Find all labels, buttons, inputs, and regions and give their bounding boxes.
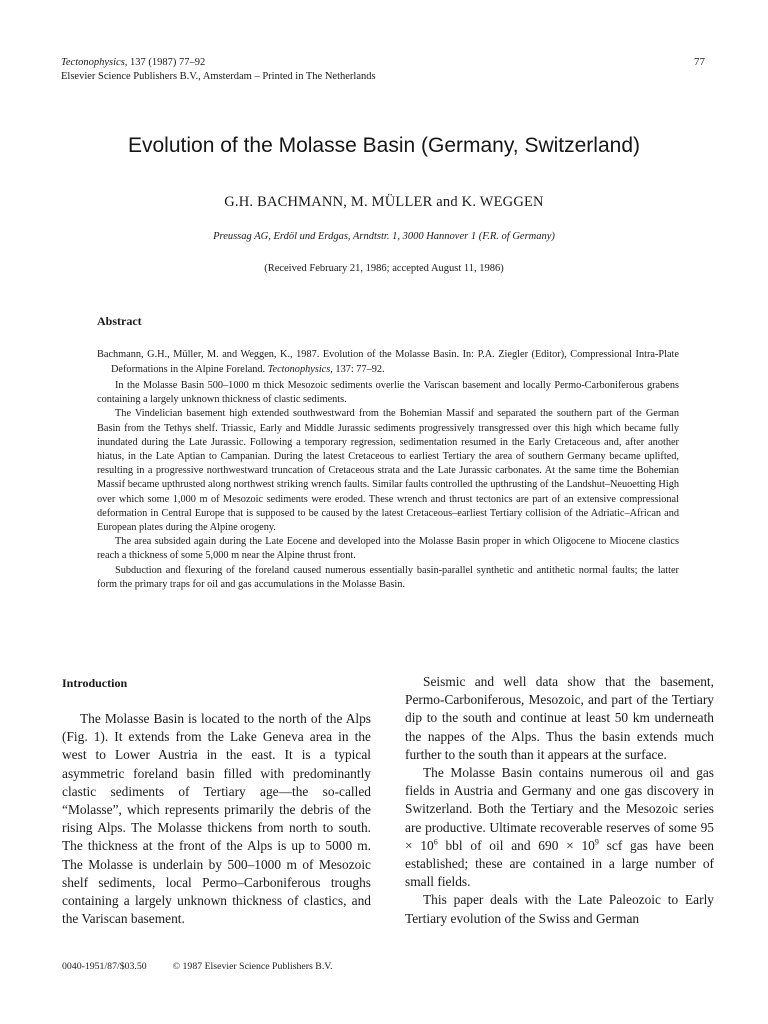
abstract-body [97,379,679,592]
abstract-paragraph: Subduction and flexuring of the foreland caused numerous essentially basin-parallel synthetic and antithetic normal faults; the latter form the primary traps for oil and gas accumulations in the Molasse Basin. [97,564,679,590]
left-column [62,710,371,928]
abstract-paragraph: In the Molasse Basin 500–1000 m thick Mesozoic sediments overlie the Variscan basement and locally Permo-Carboniferous grabens containing a largely unknown thickness of clastic sediments. [97,380,679,406]
exponent-6: 6 [433,837,438,847]
journal-name: Tectonophysics, [61,57,128,68]
page-number: 77 [694,56,705,68]
reserves-text-2: bbl of oil and 690 × 10 [437,837,595,853]
body-paragraph: This paper deals with the Late Paleozoic to Early Tertiary evolution of the Swiss and German [405,892,714,926]
abstract-paragraph: The Vindelician basement high extended southwestward from the Bohemian Massif and separated the southern part of the German Basin from the Tethys shelf. Triassic, Early and Middle Jurassic sediments progressively transgressed over this high which became fully inundated during the Late Jurassic. Following a temporary regression, sedimentation resumed in the Early Cretaceous and, after another hiatus, in the Late Aptian to Campanian. During the latest Cretaceous to earliest Tertiary the area of southern Germany became uplifted, resulting in a progressive northwestward truncation of Cretaceous strata and the Late Jurassic carbonates. At the same time the Bohemian Massif became upthrusted along northwest striking wrench faults. Similar faults controlled the upthrusting of the Landshut–Neuoetting High over which some 1,000 m of Mesozoic sediments were eroded. These wrench and thrust tectonics are part of an extensive compressional deformation in Central Europe that is supposed to be caused by the latest Cretaceous–earliest Tertiary collision of the Adriatic–African and European plates during the Alpine orogeny. [97,408,679,534]
authors: G.H. BACHMANN, M. MÜLLER and K. WEGGEN [224,194,544,210]
journal-volume: 137 (1987) 77–92 [127,57,206,68]
received-dates: (Received February 21, 1986; accepted August 11, 1986) [264,263,504,274]
publisher-line: Elsevier Science Publishers B.V., Amsterdam – Printed in The Netherlands [61,71,376,82]
citation-text: Bachmann, G.H., Müller, M. and Weggen, K., 1987. Evolution of the Molasse Basin. In: P.A. Ziegler (Editor), Compressional Intra-Plate Deformations in the Alpine Foreland. [97,349,679,375]
reserves-text-1: The Molasse Basin contains numerous oil and gas fields in Austria and Germany and one gas discovery in Switzerland. Both the Tertiary and the Mesozoic series are productive. Ultimate recoverable reserves of some 95 × 10 [405,765,714,853]
exponent-9: 9 [594,837,599,847]
copyright-notice: © 1987 Elsevier Science Publishers B.V. [172,961,333,972]
journal-citation [61,56,205,69]
footer [62,961,333,972]
body-paragraph-reserves [405,764,714,891]
body-paragraph: The Molasse Basin is located to the north of the Alps (Fig. 1). It extends from the Lake Geneva area in the west to Lower Austria in the east. It is a typical asymmetric foreland basin filled with predominantly clastic sediments of Tertiary age—the so-called “Molasse”, which represents primarily the debris of the rising Alps. The Molasse thickens from north to south. The thickness at the front of the Alps is up to 5000 m. The Molasse is underlain by 500–1000 m of Mesozoic shelf sediments, local Permo–Carboniferous troughs containing a largely unknown thickness of clastics, and the Variscan basement. [62,711,371,927]
abstract-paragraph: The area subsided again during the Late Eocene and developed into the Molasse Basin proper in which Oligocene to Miocene clastics reach a thickness of some 5,000 m near the Alpine thrust front. [97,536,679,562]
introduction-heading: Introduction [62,676,128,690]
paper-title: Evolution of the Molasse Basin (Germany, Switzerland) [128,134,640,157]
citation-journal: Tectonophysics, [267,363,333,375]
affiliation: Preussag AG, Erdöl und Erdgas, Arndtstr. 1, 3000 Hannover 1 (F.R. of Germany) [213,231,555,242]
body-paragraph: Seismic and well data show that the basement, Permo-Carboniferous, Mesozoic, and part of the Tertiary dip to the south and continue at least 50 km underneath the nappes of the Alps. Thus the basin extends much further to the south than it appears at the surface. [405,674,714,762]
reserves-text-3: scf gas have been established; these are contained in a large number of small fields. [405,837,714,890]
issn-price: 0040-1951/87/$03.50 [62,961,147,972]
abstract-heading: Abstract [97,314,142,328]
right-column [405,673,714,928]
abstract-citation [97,348,679,377]
citation-volume: 137: 77–92. [332,363,385,375]
